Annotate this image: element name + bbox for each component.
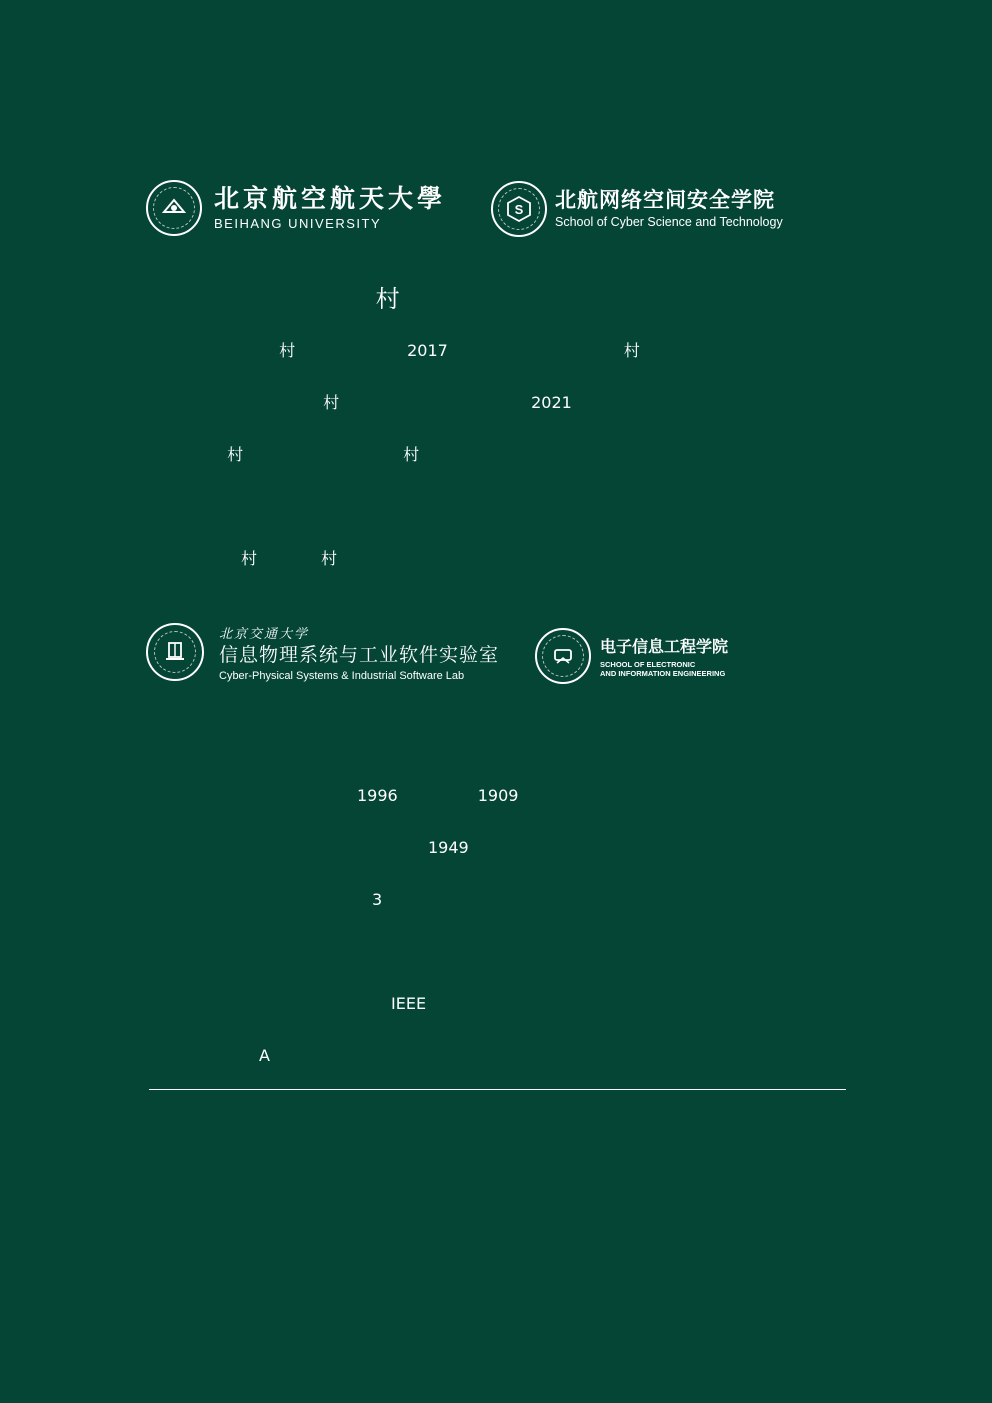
beihang-name-en: BEIHANG UNIVERSITY — [214, 216, 382, 232]
sjtu-lab-name-en: Cyber-Physical Systems & Industrial Software Lab — [219, 669, 465, 682]
beihang-seal-icon — [146, 180, 202, 236]
sjtu-lab-name-cn: 信息物理系统与工业软件实验室 — [219, 644, 500, 666]
sjtu-univ-script: 北京交通大学 — [219, 627, 310, 642]
beihang-name-cn: 北京航空航天大學 — [214, 183, 447, 213]
section3-line-2 — [288, 1226, 544, 1246]
svg-text:S: S — [514, 202, 524, 217]
section2-line-1: 1996 1909 — [197, 786, 647, 805]
seie-name-cn: 电子信息工程学院 — [600, 636, 729, 656]
section3-line-3 — [219, 1278, 443, 1298]
section1-line-2: 村 2021 — [142, 393, 572, 412]
seie-logo — [535, 628, 728, 684]
seie-name-en-line-1: SCHOOL OF ELECTRONIC — [600, 659, 696, 669]
cyber-school-seal-icon — [491, 181, 547, 237]
seie-seal-icon — [535, 628, 591, 684]
section2-line-2: 1949 — [316, 838, 709, 857]
section1-line-3: 村 村 — [174, 445, 420, 464]
seie-name-en-line-2: AND INFORMATION ENGINEERING — [600, 669, 726, 678]
cyber-school-name-cn: 北航网络空间安全学院 — [555, 187, 775, 212]
section2-heading — [172, 729, 364, 759]
section2-line-3: 3 — [180, 890, 543, 909]
section3-line-1 — [149, 1174, 485, 1194]
section-divider — [149, 1089, 846, 1090]
seie-name-en — [600, 660, 728, 679]
section2-line-6: A — [179, 1046, 302, 1065]
sjtu-lab-logo — [146, 623, 499, 682]
sjtu-seal-icon — [146, 623, 204, 681]
cyber-school-logo — [491, 181, 783, 237]
section1-line-5: 村 村 — [241, 549, 594, 568]
beihang-logo — [146, 180, 446, 236]
section1-heading: 村 — [163, 285, 487, 313]
cyber-school-name-en: School of Cyber Science and Technology — [555, 215, 783, 230]
section1-line-1: 村 2017 村 — [242, 341, 640, 360]
section2-line-4 — [163, 942, 515, 962]
section1-line-4 — [158, 497, 494, 517]
section2-line-5: IEEE — [279, 994, 619, 1013]
